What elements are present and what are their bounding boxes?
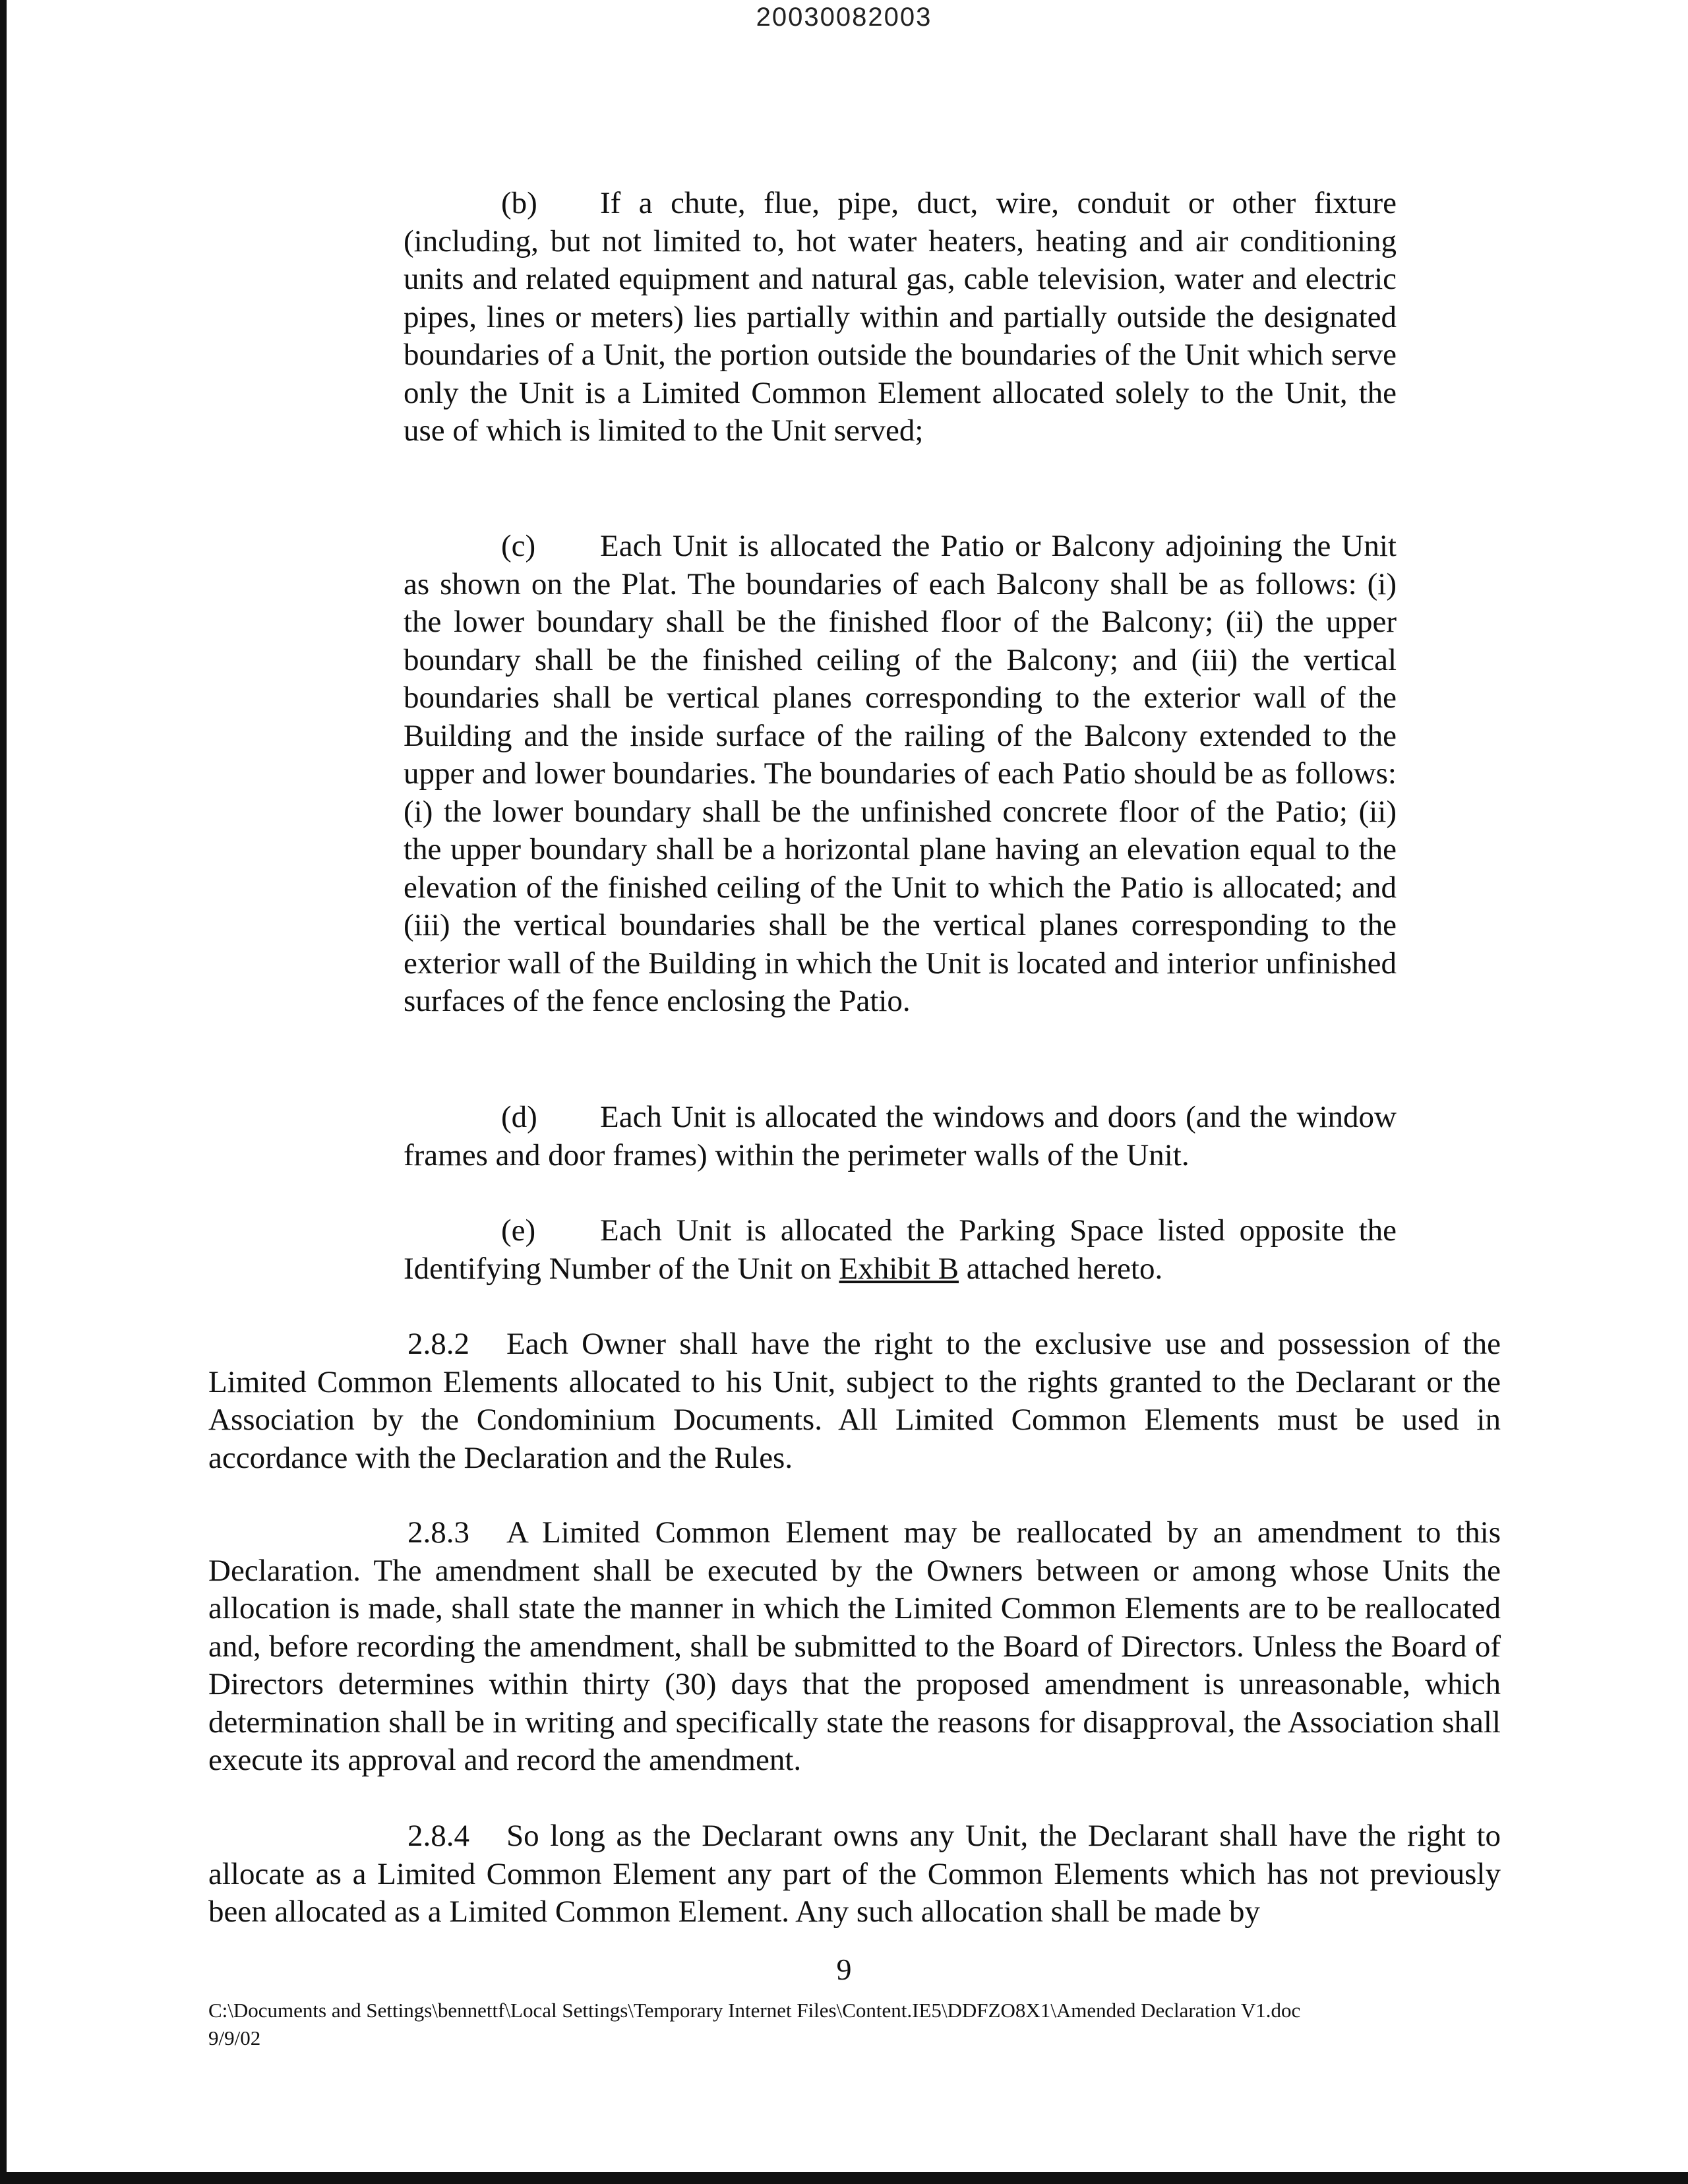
document-number: 20030082003 — [756, 3, 932, 32]
paragraph-d — [404, 1099, 1397, 1174]
footer — [208, 1997, 1300, 2052]
section-label-2-8-3: 2.8.3 — [407, 1515, 469, 1550]
paragraph-c — [404, 528, 1397, 1021]
scan-border-bottom — [0, 2172, 1688, 2184]
paragraph-text-e-after: attached hereto. — [966, 1251, 1163, 1286]
paragraph-text-d: Each Unit is allocated the windows and doors (and the window frames and door frames) within the perimeter walls of the Unit. — [404, 1100, 1397, 1172]
paragraph-label-b: (b) — [501, 186, 537, 220]
section-text-2-8-3: A Limited Common Element may be reallocated by an amendment to this Declaration. The amendment shall be executed by the Owners between or among whose Units the allocation is made, shall state the manner in which the Limited Common Elements are to be reallocated and, before recording the amendment, shall be submitted to the Board of Directors. Unless the Board of Directors determines within thirty (30) days that the proposed amendment is unreasonable, which determination shall be in writing and specifically state the reasons for disapproval, the Association shall execute its approval and record the amendment. — [208, 1515, 1501, 1777]
section-label-2-8-2: 2.8.2 — [407, 1327, 469, 1361]
section-2-8-2 — [208, 1325, 1501, 1477]
footer-file-path: C:\Documents and Settings\bennettf\Local Settings\Temporary Internet Files\Content.IE5\DDFZO8X1\Amended Declaration V1.doc — [208, 1999, 1301, 2022]
exhibit-b-reference: Exhibit B — [839, 1251, 959, 1286]
scan-border-left — [0, 0, 7, 2184]
section-text-2-8-4: So long as the Declarant owns any Unit, the Declarant shall have the right to allocate as a Limited Common Element any part of the Common Elements which has not previously been allocated as a Limited Common Element. Any such allocation shall be made by — [208, 1819, 1501, 1929]
section-2-8-4 — [208, 1817, 1501, 1931]
paragraph-label-c: (c) — [501, 529, 536, 563]
page-number: 9 — [836, 1953, 852, 1986]
footer-date: 9/9/02 — [208, 2026, 261, 2049]
paragraph-b — [404, 185, 1397, 450]
section-2-8-3 — [208, 1514, 1501, 1780]
section-label-2-8-4: 2.8.4 — [407, 1819, 469, 1853]
paragraph-text-c: Each Unit is allocated the Patio or Balcony adjoining the Unit as shown on the Plat. The boundaries of each Balcony shall be as follows: (i) the lower boundary shall be the finished floor of the Balcony; (ii) the upper boundary shall be the finished ceiling of the Balcony; and (iii) the vertical boundaries shall be vertical planes corresponding to the exterior wall of the Building and the inside surface of the railing of the Balcony extended to the upper and lower boundaries. The boundaries of each Patio should be as follows: (i) the lower boundary shall be the unfinished concrete floor of the Patio; (ii) the upper boundary shall be a horizontal plane having an elevation equal to the elevation of the finished ceiling of the Unit to which the Patio is allocated; and (iii) the vertical boundaries shall be the vertical planes corresponding to the exterior wall of the Building in which the Unit is located and interior unfinished surfaces of the fence enclosing the Patio. — [404, 529, 1397, 1018]
paragraph-label-d: (d) — [501, 1100, 537, 1134]
section-text-2-8-2: Each Owner shall have the right to the exclusive use and possession of the Limited Common Elements allocated to his Unit, subject to the rights granted to the Declarant or the Association by the Condominium Documents. All Limited Common Elements must be used in accordance with the Declaration and the Rules. — [208, 1327, 1501, 1475]
paragraph-e — [404, 1212, 1397, 1288]
paragraph-text-b: If a chute, flue, pipe, duct, wire, conduit or other fixture (including, but not limited to, hot water heaters, heating and air conditioning units and related equipment and natural gas, cable television, water and electric pipes, lines or meters) lies partially within and partially outside the designated boundaries of a Unit, the portion outside the boundaries of the Unit which serve only the Unit is a Limited Common Element allocated solely to the Unit, the use of which is limited to the Unit served; — [404, 186, 1397, 448]
paragraph-text-e-before: Each Unit is allocated the Parking Space listed opposite the Identifying Number of the Unit on — [404, 1213, 1397, 1286]
paragraph-label-e: (e) — [501, 1213, 536, 1248]
